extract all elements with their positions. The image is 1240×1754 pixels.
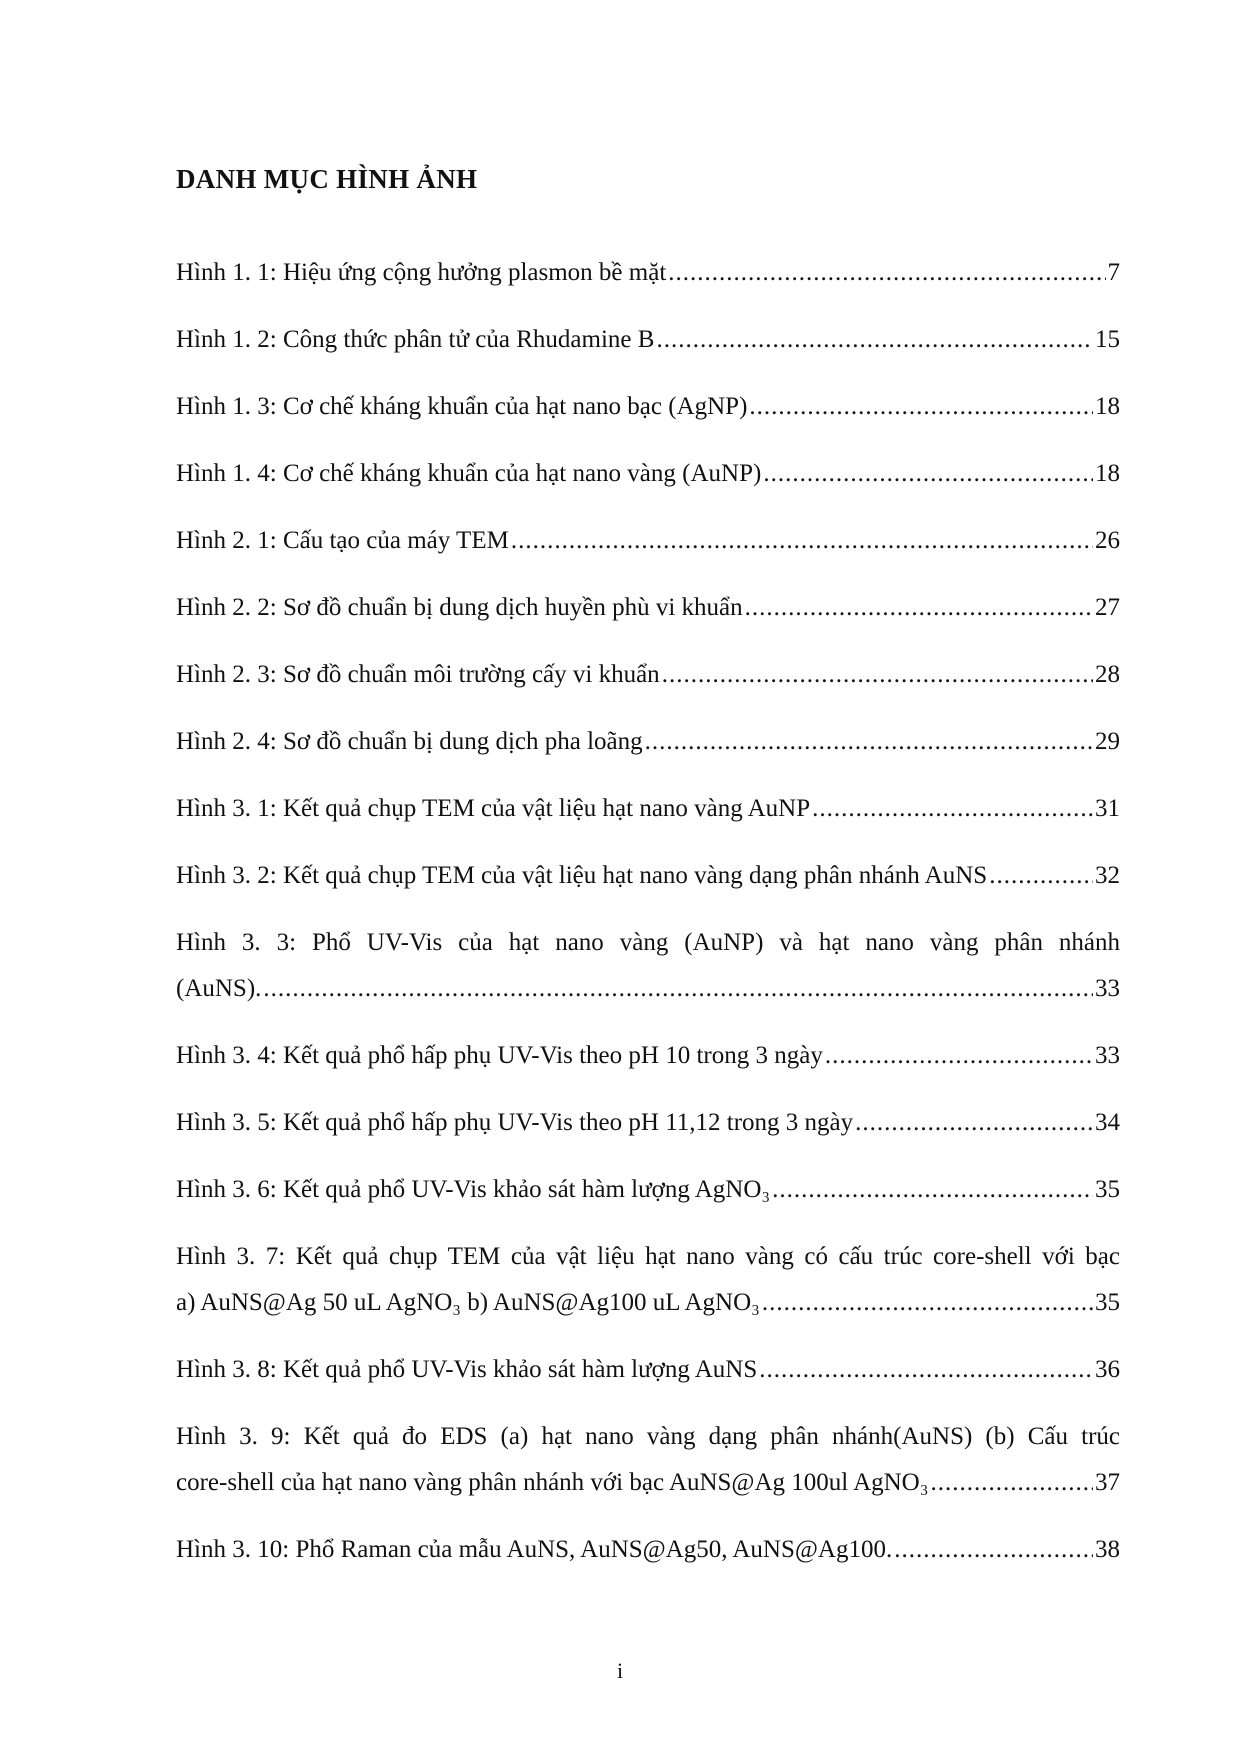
dot-leader [656,317,1093,363]
toc-entry-page-number: 35 [1095,1176,1120,1203]
toc-entry-line [176,853,1120,899]
toc-entry-text: Hình 1. 2: Công thức phân tử của Rhudamine B [176,326,655,353]
toc-entry-text: Hình 3. 8: Kết quả phổ UV-Vis khảo sát hàm lượng AuNS [176,1356,758,1383]
dot-leader [749,384,1093,430]
toc-entry-text: Hình 3. 9: Kết quả đo EDS (a) hạt nano vàng dạng phân nhánh(AuNS) (b) Cấu trúc [176,1423,1120,1450]
toc-entry-page-number: 38 [1095,1536,1120,1563]
toc-entry-line [176,1460,1120,1506]
dot-leader [855,1100,1093,1146]
toc-entry[interactable] [176,317,1120,363]
figure-list [176,250,1120,1594]
toc-entry-page-number: 28 [1095,661,1120,688]
toc-entry-text: Hình 1. 4: Cơ chế kháng khuẩn của hạt nano vàng (AuNP) [176,460,762,487]
dot-leader [894,1527,1093,1573]
dot-leader [812,786,1093,832]
toc-entry[interactable] [176,920,1120,1012]
toc-entry-text: a) AuNS@Ag 50 uL AgNO₃ b) AuNS@Ag100 uL AgNO₃ [176,1289,760,1316]
toc-entry[interactable] [176,451,1120,497]
toc-entry-line [176,719,1120,765]
toc-entry-line [176,786,1120,832]
toc-entry-text: Hình 2. 2: Sơ đồ chuẩn bị dung dịch huyền phù vi khuẩn [176,594,743,621]
dot-leader [759,1347,1093,1393]
toc-entry-line [176,1280,1120,1326]
page-number-footer: i [616,1658,624,1683]
toc-entry[interactable] [176,250,1120,296]
toc-entry-text: (AuNS). [176,975,262,1002]
toc-entry[interactable] [176,1414,1120,1506]
toc-entry-line [176,585,1120,631]
toc-entry-text: Hình 3. 4: Kết quả phổ hấp phụ UV-Vis theo pH 10 trong 3 ngày [176,1042,823,1069]
dot-leader [772,1167,1093,1213]
toc-entry-line [176,1033,1120,1079]
toc-entry-page-number: 35 [1095,1289,1120,1316]
dot-leader [989,853,1093,899]
toc-entry[interactable] [176,518,1120,564]
toc-entry-text: Hình 2. 4: Sơ đồ chuẩn bị dung dịch pha loãng [176,728,643,755]
toc-entry-page-number: 31 [1095,795,1120,822]
toc-entry-line [176,518,1120,564]
toc-entry-text: Hình 3. 7: Kết quả chụp TEM của vật liệu hạt nano vàng có cấu trúc core-shell với bạc [176,1243,1120,1270]
toc-entry[interactable] [176,786,1120,832]
toc-entry-page-number: 34 [1095,1109,1120,1136]
toc-entry[interactable] [176,1234,1120,1326]
toc-entry-line [176,652,1120,698]
toc-entry[interactable] [176,585,1120,631]
toc-entry-line [176,384,1120,430]
toc-entry-text: Hình 1. 1: Hiệu ứng cộng hưởng plasmon bề mặt [176,259,667,286]
dot-leader [825,1033,1093,1079]
dot-leader [745,585,1093,631]
toc-entry[interactable] [176,1033,1120,1079]
dot-leader [930,1460,1093,1506]
toc-entry[interactable] [176,384,1120,430]
toc-entry-page-number: 29 [1095,728,1120,755]
toc-entry-text: Hình 1. 3: Cơ chế kháng khuẩn của hạt nano bạc (AgNP) [176,393,748,420]
dot-leader [763,451,1093,497]
toc-entry[interactable] [176,652,1120,698]
dot-leader [263,966,1093,1012]
toc-entry-line [176,1527,1120,1573]
toc-entry[interactable] [176,1100,1120,1146]
toc-entry-line [176,1100,1120,1146]
dot-leader [662,652,1093,698]
toc-entry-page-number: 37 [1095,1469,1120,1496]
dot-leader [762,1280,1093,1326]
page-title: DANH MỤC HÌNH ẢNH [176,164,478,194]
dot-leader [511,518,1093,564]
toc-entry-page-number: 26 [1095,527,1120,554]
toc-entry-page-number: 7 [1107,259,1120,286]
toc-entry-text: Hình 3. 1: Kết quả chụp TEM của vật liệu hạt nano vàng AuNP [176,795,811,822]
toc-entry[interactable] [176,853,1120,899]
toc-entry-page-number: 33 [1095,975,1120,1002]
toc-entry-line [176,1167,1120,1213]
toc-entry-text: Hình 3. 5: Kết quả phổ hấp phụ UV-Vis theo pH 11,12 trong 3 ngày [176,1109,854,1136]
toc-entry[interactable] [176,1347,1120,1393]
toc-entry-page-number: 33 [1095,1042,1120,1069]
toc-entry-text: Hình 2. 3: Sơ đồ chuẩn môi trường cấy vi khuẩn [176,661,660,688]
toc-entry-text: Hình 3. 2: Kết quả chụp TEM của vật liệu hạt nano vàng dạng phân nhánh AuNS [176,862,988,889]
toc-entry-line [176,317,1120,363]
toc-entry-text: Hình 3. 10: Phổ Raman của mẫu AuNS, AuNS@Ag50, AuNS@Ag100. [176,1536,893,1563]
toc-entry[interactable] [176,1167,1120,1213]
toc-entry-page-number: 32 [1095,862,1120,889]
dot-leader [668,250,1105,296]
toc-entry-text: core-shell của hạt nano vàng phân nhánh với bạc AuNS@Ag 100ul AgNO₃ [176,1469,929,1496]
toc-entry-page-number: 18 [1095,460,1120,487]
toc-entry-page-number: 36 [1095,1356,1120,1383]
toc-entry-page-number: 15 [1095,326,1120,353]
toc-entry[interactable] [176,719,1120,765]
toc-entry-page-number: 18 [1095,393,1120,420]
toc-entry-text: Hình 2. 1: Cấu tạo của máy TEM [176,527,509,554]
toc-entry-line [176,966,1120,1012]
toc-entry-line [176,1347,1120,1393]
toc-entry-page-number: 27 [1095,594,1120,621]
toc-entry[interactable] [176,1527,1120,1573]
toc-entry-line [176,250,1120,296]
toc-entry-line [176,451,1120,497]
toc-entry-text: Hình 3. 6: Kết quả phổ UV-Vis khảo sát hàm lượng AgNO₃ [176,1176,771,1203]
toc-entry-text: Hình 3. 3: Phổ UV-Vis của hạt nano vàng (AuNP) và hạt nano vàng phân nhánh [176,929,1120,956]
dot-leader [645,719,1093,765]
